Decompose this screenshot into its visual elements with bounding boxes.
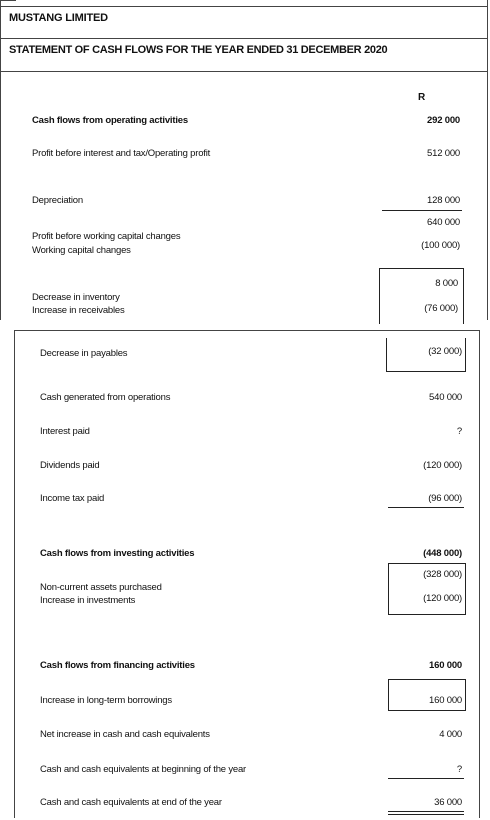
investing-heading: Cash flows from investing activities: [40, 548, 195, 559]
nca-amount: (328 000): [423, 569, 462, 580]
inventory-label: Decrease in inventory: [32, 292, 120, 303]
payables-label: Decrease in payables: [40, 348, 128, 359]
working-capital-box-top: [379, 268, 464, 324]
interest-amount: ?: [456, 426, 462, 437]
tax-underline: [388, 507, 464, 508]
tax-label: Income tax paid: [40, 493, 105, 504]
net-increase-label: Net increase in cash and cash equivalents: [40, 729, 210, 740]
receivables-label: Increase in receivables: [32, 305, 125, 316]
wcc-amount: (100 000): [421, 240, 460, 251]
investing-heading-amount: (448 000): [423, 548, 462, 559]
end-cash-underline-1: [388, 811, 464, 812]
investments-label: Increase in investments: [40, 595, 136, 606]
payables-amount: (32 000): [428, 346, 462, 357]
operating-heading: Cash flows from operating activities: [32, 115, 188, 126]
end-cash-underline-2: [388, 814, 464, 815]
interest-label: Interest paid: [40, 426, 90, 437]
cash-generated-amount: 540 000: [429, 392, 462, 403]
dividends-amount: (120 000): [423, 460, 462, 471]
currency-header: R: [418, 92, 426, 103]
header-divider: [0, 38, 488, 39]
financing-heading-amount: 160 000: [429, 660, 462, 671]
operating-heading-amount: 292 000: [427, 115, 460, 126]
company-name: MUSTANG LIMITED: [9, 12, 108, 24]
profit-label: Profit before interest and tax/Operating profit: [32, 148, 211, 159]
end-cash-amount: 36 000: [434, 797, 462, 808]
receivables-amount: (76 000): [424, 303, 458, 314]
depreciation-label: Depreciation: [32, 195, 83, 206]
dividends-label: Dividends paid: [40, 460, 100, 471]
statement-title: STATEMENT OF CASH FLOWS FOR THE YEAR ENDED 31 DECEMBER 2020: [9, 44, 388, 56]
wcc-label: Working capital changes: [32, 245, 131, 256]
net-increase-amount: 4 000: [439, 729, 462, 740]
pbwcc-label: Profit before working capital changes: [32, 231, 181, 242]
end-cash-label: Cash and cash equivalents at end of the year: [40, 797, 222, 808]
inventory-amount: 8 000: [435, 278, 458, 289]
profit-amount: 512 000: [427, 148, 460, 159]
financing-heading: Cash flows from financing activities: [40, 660, 195, 671]
beginning-cash-amount: ?: [456, 764, 462, 775]
borrowings-amount: 160 000: [429, 695, 462, 706]
pbwcc-amount: 640 000: [427, 217, 460, 228]
beginning-cash-underline: [388, 778, 464, 779]
depreciation-underline: [382, 210, 462, 211]
tax-amount: (96 000): [428, 493, 462, 504]
investments-amount: (120 000): [423, 593, 462, 604]
nca-label: Non-current assets purchased: [40, 582, 162, 593]
depreciation-amount: 128 000: [427, 195, 460, 206]
borrowings-label: Increase in long-term borrowings: [40, 695, 172, 706]
beginning-cash-label: Cash and cash equivalents at beginning of the year: [40, 764, 247, 775]
cash-generated-label: Cash generated from operations: [40, 392, 171, 403]
